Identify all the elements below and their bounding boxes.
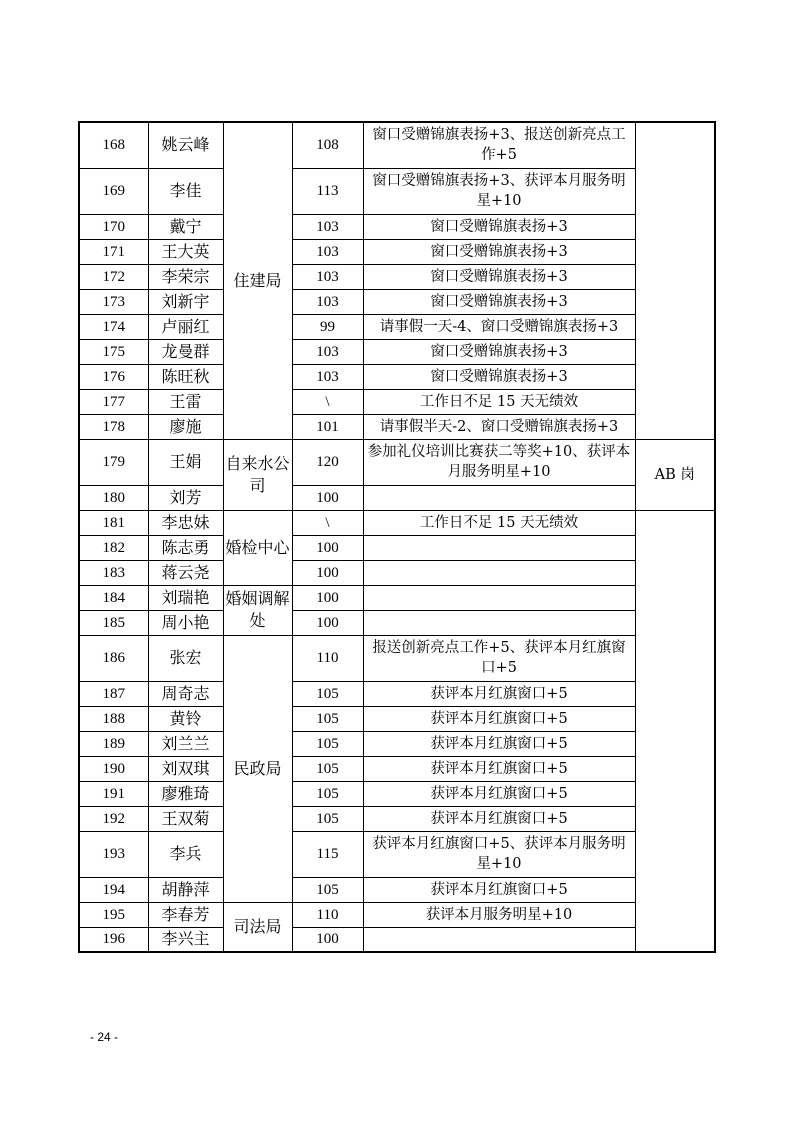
remark-cell: 参加礼仪培训比赛获二等奖+10、获评本月服务明星+10	[363, 439, 635, 485]
person-name: 王雷	[148, 389, 223, 414]
row-number: 170	[79, 214, 148, 239]
score-cell: 103	[292, 339, 363, 364]
score-cell: 103	[292, 289, 363, 314]
person-name: 廖施	[148, 414, 223, 439]
note-cell: AB 岗	[635, 439, 715, 510]
person-name: 黄铃	[148, 706, 223, 731]
score-cell: 100	[292, 485, 363, 510]
row-number: 180	[79, 485, 148, 510]
score-cell: 120	[292, 439, 363, 485]
row-number: 175	[79, 339, 148, 364]
note-cell	[635, 510, 715, 952]
person-name: 刘新宇	[148, 289, 223, 314]
person-name: 戴宁	[148, 214, 223, 239]
person-name: 李忠妹	[148, 510, 223, 535]
remark-cell: 报送创新亮点工作+5、获评本月红旗窗口+5	[363, 635, 635, 681]
row-number: 191	[79, 781, 148, 806]
score-cell: 103	[292, 214, 363, 239]
score-cell: 105	[292, 781, 363, 806]
row-number: 195	[79, 902, 148, 927]
person-name: 刘兰兰	[148, 731, 223, 756]
person-name: 卢丽红	[148, 314, 223, 339]
remark-cell: 获评本月红旗窗口+5	[363, 781, 635, 806]
row-number: 176	[79, 364, 148, 389]
person-name: 周奇志	[148, 681, 223, 706]
score-cell: 103	[292, 264, 363, 289]
score-cell: 101	[292, 414, 363, 439]
remark-cell: 获评本月红旗窗口+5	[363, 756, 635, 781]
remark-cell: 窗口受赠锦旗表扬+3、报送创新亮点工作+5	[363, 122, 635, 168]
person-name: 王双菊	[148, 806, 223, 831]
department-cell: 自来水公司	[223, 439, 292, 510]
row-number: 173	[79, 289, 148, 314]
score-cell: \	[292, 510, 363, 535]
remark-cell	[363, 560, 635, 585]
score-cell: 110	[292, 902, 363, 927]
person-name: 李春芳	[148, 902, 223, 927]
remark-cell: 窗口受赠锦旗表扬+3	[363, 239, 635, 264]
score-cell: 99	[292, 314, 363, 339]
score-cell: 105	[292, 731, 363, 756]
score-cell: 100	[292, 585, 363, 610]
remark-cell	[363, 610, 635, 635]
row-number: 169	[79, 168, 148, 214]
score-cell: 110	[292, 635, 363, 681]
score-cell: \	[292, 389, 363, 414]
row-number: 190	[79, 756, 148, 781]
person-name: 周小艳	[148, 610, 223, 635]
remark-cell: 获评本月红旗窗口+5、获评本月服务明星+10	[363, 831, 635, 877]
row-number: 194	[79, 877, 148, 902]
page-number: - 24 -	[90, 1030, 119, 1044]
performance-table	[78, 121, 716, 953]
remark-cell: 窗口受赠锦旗表扬+3	[363, 339, 635, 364]
score-cell: 103	[292, 364, 363, 389]
row-number: 184	[79, 585, 148, 610]
score-cell: 108	[292, 122, 363, 168]
remark-cell	[363, 535, 635, 560]
person-name: 李荣宗	[148, 264, 223, 289]
remark-cell: 获评本月红旗窗口+5	[363, 877, 635, 902]
person-name: 刘瑞艳	[148, 585, 223, 610]
remark-cell: 窗口受赠锦旗表扬+3、获评本月服务明星+10	[363, 168, 635, 214]
person-name: 龙曼群	[148, 339, 223, 364]
row-number: 193	[79, 831, 148, 877]
remark-cell: 获评本月红旗窗口+5	[363, 806, 635, 831]
row-number: 168	[79, 122, 148, 168]
score-cell: 100	[292, 610, 363, 635]
remark-cell	[363, 927, 635, 952]
department-cell: 民政局	[223, 635, 292, 902]
row-number: 186	[79, 635, 148, 681]
score-cell: 105	[292, 806, 363, 831]
row-number: 178	[79, 414, 148, 439]
person-name: 王大英	[148, 239, 223, 264]
remark-cell: 窗口受赠锦旗表扬+3	[363, 364, 635, 389]
row-number: 185	[79, 610, 148, 635]
score-cell: 105	[292, 681, 363, 706]
remark-cell: 请事假一天-4、窗口受赠锦旗表扬+3	[363, 314, 635, 339]
person-name: 刘芳	[148, 485, 223, 510]
row-number: 171	[79, 239, 148, 264]
row-number: 174	[79, 314, 148, 339]
remark-cell: 获评本月服务明星+10	[363, 902, 635, 927]
row-number: 172	[79, 264, 148, 289]
person-name: 刘双琪	[148, 756, 223, 781]
score-cell: 103	[292, 239, 363, 264]
department-cell: 婚检中心	[223, 510, 292, 585]
score-cell: 105	[292, 706, 363, 731]
remark-cell: 工作日不足 15 天无绩效	[363, 389, 635, 414]
score-cell: 105	[292, 756, 363, 781]
row-number: 192	[79, 806, 148, 831]
score-cell: 115	[292, 831, 363, 877]
remark-cell: 获评本月红旗窗口+5	[363, 731, 635, 756]
person-name: 张宏	[148, 635, 223, 681]
person-name: 陈志勇	[148, 535, 223, 560]
person-name: 胡静萍	[148, 877, 223, 902]
remark-cell: 窗口受赠锦旗表扬+3	[363, 214, 635, 239]
row-number: 181	[79, 510, 148, 535]
row-number: 187	[79, 681, 148, 706]
department-cell: 婚姻调解处	[223, 585, 292, 635]
person-name: 王娟	[148, 439, 223, 485]
row-number: 189	[79, 731, 148, 756]
row-number: 182	[79, 535, 148, 560]
remark-cell: 请事假半天-2、窗口受赠锦旗表扬+3	[363, 414, 635, 439]
person-name: 廖雅琦	[148, 781, 223, 806]
person-name: 李兴主	[148, 927, 223, 952]
remark-cell: 窗口受赠锦旗表扬+3	[363, 289, 635, 314]
person-name: 蒋云尧	[148, 560, 223, 585]
department-cell: 司法局	[223, 902, 292, 952]
person-name: 李兵	[148, 831, 223, 877]
row-number: 188	[79, 706, 148, 731]
department-cell: 住建局	[223, 122, 292, 439]
remark-cell: 获评本月红旗窗口+5	[363, 706, 635, 731]
remark-cell	[363, 585, 635, 610]
score-cell: 100	[292, 560, 363, 585]
row-number: 177	[79, 389, 148, 414]
row-number: 183	[79, 560, 148, 585]
person-name: 姚云峰	[148, 122, 223, 168]
remark-cell: 获评本月红旗窗口+5	[363, 681, 635, 706]
score-cell: 100	[292, 535, 363, 560]
person-name: 李佳	[148, 168, 223, 214]
note-cell	[635, 122, 715, 439]
row-number: 196	[79, 927, 148, 952]
remark-cell: 工作日不足 15 天无绩效	[363, 510, 635, 535]
score-cell: 100	[292, 927, 363, 952]
row-number: 179	[79, 439, 148, 485]
remark-cell: 窗口受赠锦旗表扬+3	[363, 264, 635, 289]
remark-cell	[363, 485, 635, 510]
score-cell: 113	[292, 168, 363, 214]
person-name: 陈旺秋	[148, 364, 223, 389]
score-cell: 105	[292, 877, 363, 902]
